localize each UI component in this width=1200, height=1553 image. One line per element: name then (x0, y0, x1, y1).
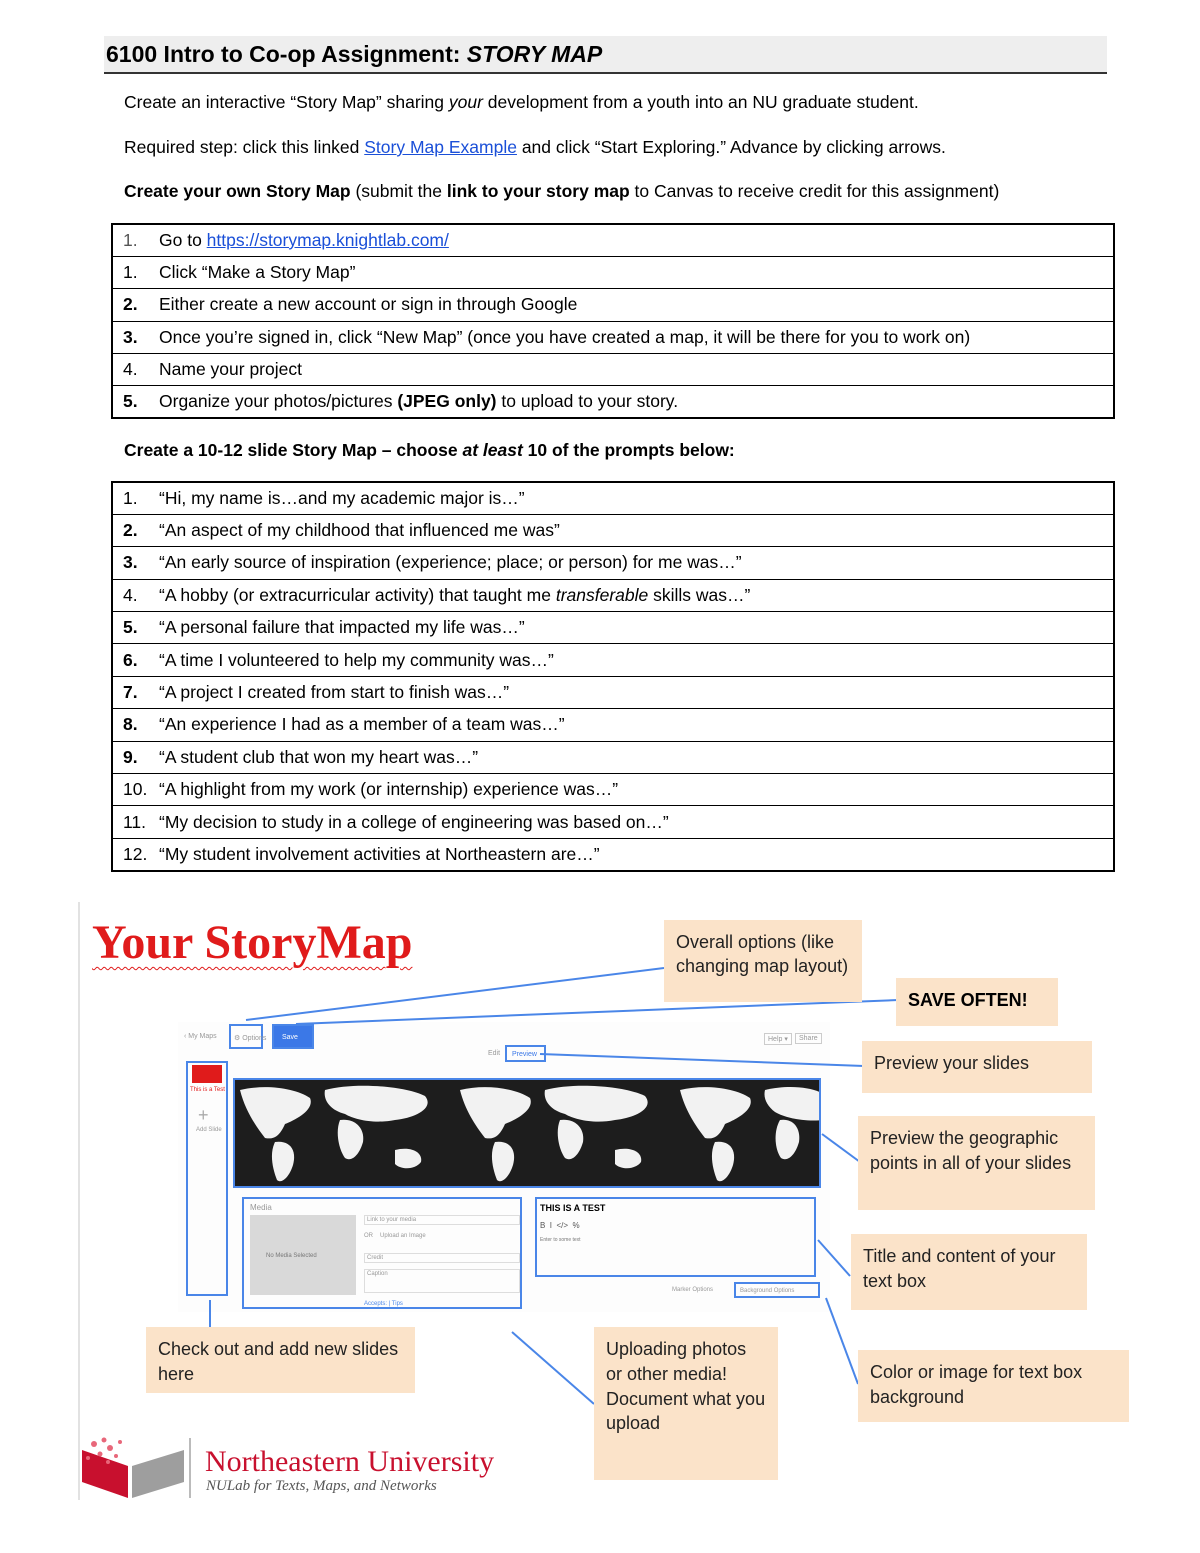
table-row: 8. “An experience I had as a member of a team was…” (112, 709, 1114, 741)
northeastern-logo-icon (80, 1436, 186, 1500)
table-row: 1. “Hi, my name is…and my academic major is…” (112, 482, 1114, 514)
background-options-button[interactable]: Background Options (734, 1282, 820, 1298)
callout-save-often: SAVE OFTEN! (896, 978, 1058, 1026)
text-panel[interactable]: THIS IS A TEST B I </> % Enter to some text (535, 1197, 816, 1277)
share-button[interactable]: Share (795, 1033, 822, 1044)
table-row: 1. Go to https://storymap.knightlab.com/ (112, 224, 1114, 256)
callout-upload-media: Uploading photos or other media! Document what you upload (594, 1327, 778, 1480)
callout-background-color: Color or image for text box background (858, 1350, 1129, 1422)
no-media-label: No Media Selected (266, 1253, 317, 1259)
table-row: 12. “My student involvement activities at Northeastern are…” (112, 838, 1114, 870)
callout-preview-slides: Preview your slides (862, 1041, 1092, 1093)
university-name: Northeastern University (205, 1445, 495, 1478)
media-link-input[interactable]: Link to your media (364, 1215, 520, 1225)
my-maps-link[interactable]: ‹ My Maps (184, 1033, 217, 1040)
story-map-example-link[interactable]: Story Map Example (364, 137, 517, 157)
table-row: 5. “A personal failure that impacted my life was…” (112, 612, 1114, 644)
table-row: 2. Either create a new account or sign in through Google (112, 289, 1114, 321)
callout-geographic-points: Preview the geographic points in all of your slides (858, 1116, 1095, 1210)
table-row: 2. “An aspect of my childhood that influenced me was” (112, 514, 1114, 546)
illustration-title: Your StoryMap (92, 916, 413, 969)
callout-text-box: Title and content of your text box (851, 1234, 1087, 1310)
table-row: 3. “An early source of inspiration (experience; place; or person) for me was…” (112, 547, 1114, 579)
preview-tab[interactable]: Preview (505, 1045, 546, 1062)
add-slide-icon[interactable]: + (198, 1105, 209, 1125)
lab-name: NULab for Texts, Maps, and Networks (206, 1478, 437, 1494)
edit-tab[interactable]: Edit (488, 1050, 501, 1057)
intro-line-3: Create your own Story Map (submit the link to your story map to Canvas to receive credit for this assignment) (124, 181, 1000, 201)
intro-line-2: Required step: click this linked Story Map Example and click “Start Exploring.” Advance by clicking arrows. (124, 137, 946, 157)
table-row: 11. “My decision to study in a college of engineering was based on…” (112, 806, 1114, 838)
table-row: 6. “A time I volunteered to help my community was…” (112, 644, 1114, 676)
upload-image-button[interactable]: Upload an Image (380, 1233, 426, 1239)
options-button[interactable]: ⚙ Options (229, 1024, 263, 1049)
table-row: 4. Name your project (112, 354, 1114, 386)
table-row: 3. Once you’re signed in, click “New Map” (once you have created a map, it will be there for you to work on) (112, 321, 1114, 353)
slide-title: This is a Test (190, 1087, 225, 1093)
save-button[interactable]: Save (272, 1024, 314, 1049)
table-row: 10. “A highlight from my work (or internship) experience was…” (112, 774, 1114, 806)
page-title: 6100 Intro to Co-op Assignment: STORY MAP (106, 41, 603, 67)
knightlab-link[interactable]: https://storymap.knightlab.com/ (206, 229, 449, 250)
table-row: 7. “A project I created from start to finish was…” (112, 676, 1114, 708)
callout-overall-options: Overall options (like changing map layout) (664, 920, 862, 1002)
table-row: 9. “A student club that won my heart was…” (112, 741, 1114, 773)
help-button[interactable]: Help ▾ (764, 1033, 792, 1045)
intro-line-1: Create an interactive “Story Map” sharing your development from a youth into an NU graduate student. (124, 92, 919, 112)
text-title: THIS IS A TEST (540, 1203, 606, 1213)
table-row: 4. “A hobby (or extracurricular activity) that taught me transferable skills was…” (112, 579, 1114, 611)
table-row: 5. Organize your photos/pictures (JPEG only) to upload to your story. (112, 386, 1114, 418)
marker-options-button[interactable]: Marker Options (672, 1287, 714, 1293)
credit-input[interactable]: Credit (364, 1253, 520, 1263)
media-panel: Media No Media Selected Link to your media OR Upload an Image Credit Caption Accepts: | Tips (242, 1197, 522, 1309)
caption-input[interactable]: Caption (364, 1269, 520, 1293)
table-row: 1. Click “Make a Story Map” (112, 256, 1114, 288)
callout-add-slides: Check out and add new slides here (146, 1327, 415, 1393)
prompts-heading: Create a 10-12 slide Story Map – choose at least 10 of the prompts below: (124, 440, 735, 460)
slide-list[interactable]: This is a Test + Add Slide (186, 1061, 228, 1296)
